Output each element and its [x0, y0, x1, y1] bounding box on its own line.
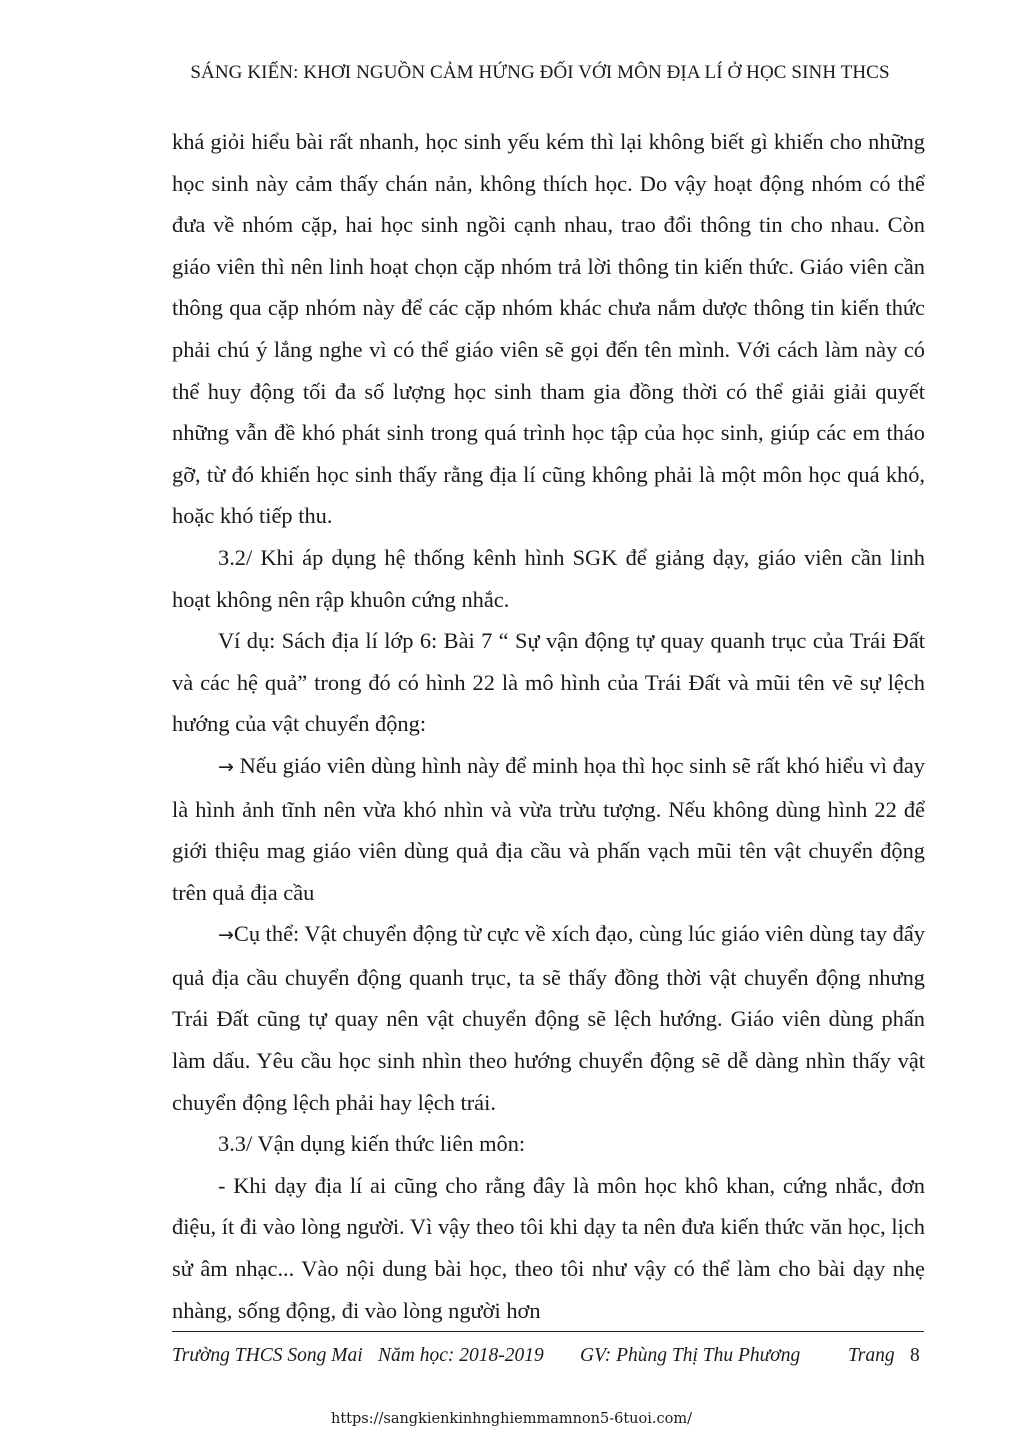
footer-teacher: GV: Phùng Thị Thu Phương: [580, 1345, 801, 1366]
footer-page-label: Trang: [848, 1345, 895, 1366]
page-header-title: SÁNG KIẾN: KHƠI NGUỒN CẢM HỨNG ĐỐI VỚI MÔN ĐỊA LÍ Ở HỌC SINH THCS: [190, 62, 890, 83]
footer-page-number: 8: [910, 1345, 920, 1366]
document-body: [172, 121, 925, 1331]
paragraph-specific: [172, 913, 925, 1123]
paragraph-section-3-2: 3.2/ Khi áp dụng hệ thống kênh hình SGK để giảng dạy, giáo viên cần linh hoạt không nên rập khuôn cứng nhắc.: [172, 544, 925, 612]
paragraph-interdisciplinary: - Khi dạy địa lí ai cũng cho rằng đây là môn học khô khan, cứng nhắc, đơn điệu, ít đi vào lòng người. Vì vậy theo tôi khi dạy ta nên đưa kiến thức văn học, lịch sử âm nhạc... Vào nội dung bài học, theo tôi như vậy có thể làm cho bài dạy nhẹ nhàng, sống động, đi vào lòng người hơn: [172, 1172, 925, 1323]
right-arrow-icon: →: [218, 924, 234, 947]
footer-divider: [172, 1331, 924, 1332]
paragraph-arrow-explanation: [172, 745, 925, 913]
source-url: https://sangkienkinhnghiemmamnon5-6tuoi.com/: [331, 1411, 692, 1427]
footer-school-year: Năm học: 2018-2019: [378, 1345, 544, 1366]
paragraph-specific-text: Cụ thể: Vật chuyển động từ cực về xích đạo, cùng lúc giáo viên dùng tay đẩy quả địa cầu chuyển động quanh trục, ta sẽ thấy đồng thời vật chuyển động nhưng Trái Đất cũng tự quay nên vật chuyển động sẽ lệch hướng. Giáo viên dùng phấn làm dấu. Yêu cầu học sinh nhìn theo hướng chuyển động sẽ dễ dàng nhìn thấy vật chuyển động lệch phải hay lệch trái.: [172, 921, 925, 1115]
paragraph-example: Ví dụ: Sách địa lí lớp 6: Bài 7 “ Sự vận động tự quay quanh trục của Trái Đất và các hệ quả” trong đó có hình 22 là mô hình của Trái Đất và mũi tên vẽ sự lệch hướng của vật chuyển động:: [172, 628, 925, 737]
paragraph-section-3-3: 3.3/ Vận dụng kiến thức liên môn:: [218, 1131, 526, 1157]
paragraph-arrow-text: Nếu giáo viên dùng hình này để minh họa thì học sinh sẽ rất khó hiểu vì đay là hình ảnh tĩnh nên vừa khó nhìn và vừa trừu tượng. Nếu không dùng hình 22 để giới thiệu mag giáo viên dùng quả địa cầu và phấn vạch mũi tên vật chuyển động trên quả địa cầu: [172, 752, 925, 905]
right-arrow-icon: →: [218, 755, 234, 778]
footer-school: Trường THCS Song Mai: [172, 1345, 363, 1366]
paragraph-continuation: khá giỏi hiểu bài rất nhanh, học sinh yếu kém thì lại không biết gì khiến cho những học sinh này cảm thấy chán nản, không thích học. Do vậy hoạt động nhóm có thể đưa về nhóm cặp, hai học sinh ngồi cạnh nhau, trao đổi thông tin cho nhau. Còn giáo viên thì nên linh hoạt chọn cặp nhóm trả lời thông tin kiến thức. Giáo viên cần thông qua cặp nhóm này để các cặp nhóm khác chưa nắm dược thông tin kiến thức phải chú ý lắng nghe vì có thể giáo viên sẽ gọi đến tên mình. Với cách làm này có thể huy động tối đa số lượng học sinh tham gia đồng thời có thể giải giải quyết những vẫn đề khó phát sinh trong quá trình học tập của học sinh, giúp các em tháo gỡ, từ đó khiến học sinh thấy rằng địa lí cũng không phải là một môn học quá khó, hoặc khó tiếp thu.: [172, 129, 925, 529]
